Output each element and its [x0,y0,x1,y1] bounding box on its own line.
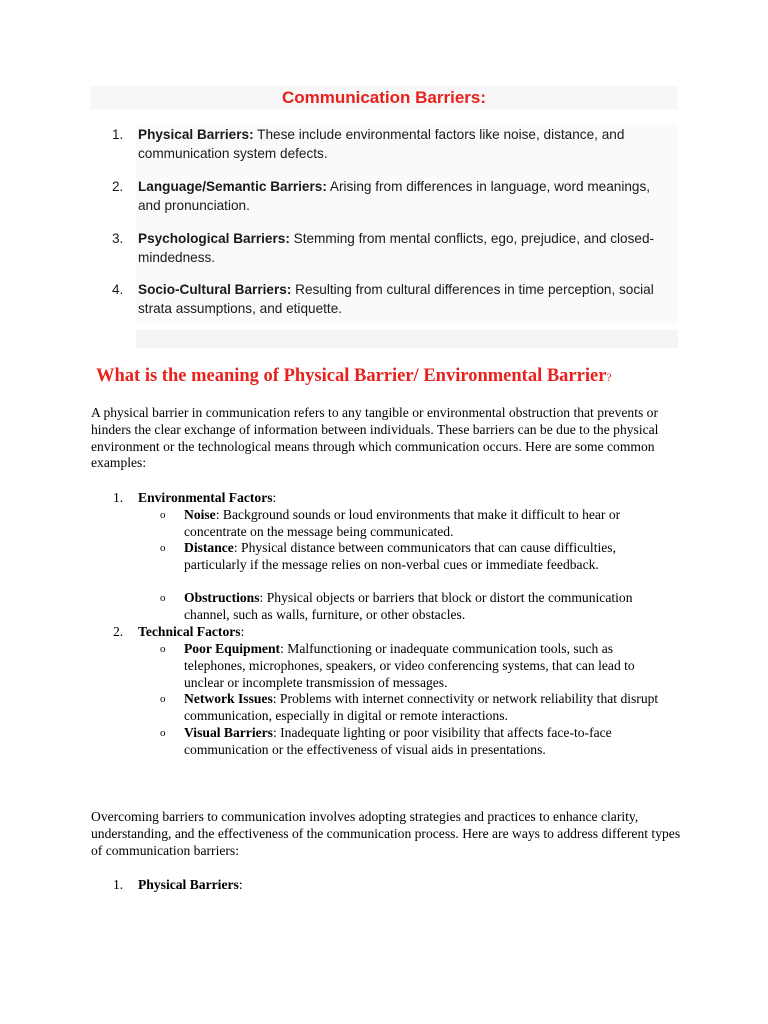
barrier-text [138,229,668,267]
group-colon: : [238,877,243,892]
page-title: Communication Barriers: [281,88,487,107]
list-number: 2. [112,179,124,194]
group-label: Technical Factors [138,624,241,639]
bullet-icon: o [160,592,166,604]
bullet-icon: o [160,509,166,521]
group-colon: : [240,624,245,639]
group-label: Environmental Factors [138,490,273,505]
list-number: 1. [113,490,124,505]
barrier-term: Physical Barriers: [138,127,254,142]
bullet-term: Network Issues [184,691,273,706]
bullet-desc: : Problems with internet connectivity or network reliability that disrupt communication, especially in digital or remote interactions. [184,691,659,723]
bullet-text [184,641,670,691]
barrier-desc: These include environmental factors like noise, distance, and communication system defects. [138,127,625,161]
bullet-term: Obstructions [184,590,260,605]
bullet-desc: : Physical distance between communicators that can cause difficulties, particularly if the message relies on non-verbal cues or immediate feedback. [184,540,616,572]
bullet-term: Poor Equipment [184,641,281,656]
list-number: 1. [113,877,124,892]
overcoming-paragraph: Overcoming barriers to communication involves adopting strategies and practices to enhance clarity, understanding, and the effectiveness of the communication process. Here are ways to address different types of communication barriers: [91,809,681,858]
intro-paragraph: A physical barrier in communication refers to any tangible or environmental obstruction that prevents or hinders the clear exchange of information between individuals. These barriers can be due to the physical environment or the technological means through which communication occurs. Here are some common examples: [91,405,659,471]
barrier-text [138,280,668,318]
list-number: 4. [112,282,124,297]
bullet-text [184,507,670,541]
group-heading-environmental [113,490,276,507]
bullet-desc: : Inadequate lighting or poor visibility that affects face-to-face communication or the effectiveness of visual aids in presentations. [184,725,612,757]
group-label: Physical Barriers [138,877,239,892]
barrier-term: Psychological Barriers: [138,231,290,246]
list-number: 1. [112,127,124,142]
bullet-desc: : Background sounds or loud environments that make it difficult to hear or concentrate on the message being communicated. [184,507,621,539]
group-heading-technical [113,624,244,641]
barrier-desc: Resulting from cultural differences in time perception, social strata assumptions, and etiquette. [138,282,654,316]
barrier-desc: Arising from differences in language, word meanings, and pronunciation. [138,179,651,213]
list-number: 3. [112,231,124,246]
barrier-term: Socio-Cultural Barriers: [138,282,292,297]
bullet-desc: : Physical objects or barriers that block or distort the communication channel, such as walls, furniture, or other obstacles. [184,590,633,622]
bullet-icon: o [160,693,166,705]
list-number: 2. [113,624,124,639]
barrier-text [138,177,668,215]
bullet-desc: : Malfunctioning or inadequate communication tools, such as telephones, microphones, speakers, or video conferencing systems, that can lead to unclear or incomplete transmission of messages. [184,641,635,690]
barrier-desc: Stemming from mental conflicts, ego, prejudice, and closed-mindedness. [138,231,655,265]
bullet-text [184,725,670,759]
bullet-term: Distance [184,540,234,555]
bullet-icon: o [160,542,166,554]
bullet-text [184,540,670,574]
bullet-text [184,691,670,725]
group-colon: : [272,490,277,505]
overcoming-item-physical [113,877,243,894]
barrier-text [138,125,668,163]
section-heading [96,366,696,387]
bullet-icon: o [160,727,166,739]
bullet-term: Visual Barriers [184,725,273,740]
barrier-term: Language/Semantic Barriers: [138,179,327,194]
section-heading-text: What is the meaning of Physical Barrier/ Environmental Barrier [96,366,607,386]
list-band-strip [136,330,678,348]
bullet-icon: o [160,643,166,655]
bullet-term: Noise [184,507,216,522]
section-heading-mark: ? [606,370,612,384]
bullet-text [184,590,670,624]
